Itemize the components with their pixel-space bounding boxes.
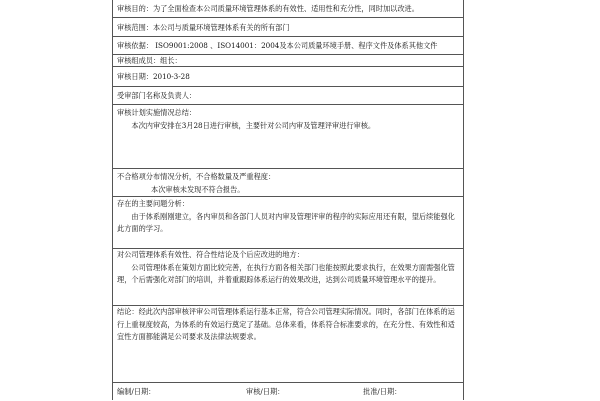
nonconformity-text: 本次审核未发现不符合报告。 xyxy=(151,184,245,194)
problems-heading: 存在的主要问题分析： xyxy=(117,199,189,208)
conclusion-text: 结论：经此次内部审核评审公司管理体系运行基本正常，符合公司管理实际情况。同时，各部门在体系的运行上重视度较高，为体系的有效运行奠定了基础。总体来看，体系符合标准要求的，在充分性、有效性和适宜性方面都能满足公司要求及法律法规要求。 xyxy=(117,307,455,341)
audit-purpose: 审核目的：为了全面检查本公司质量环境管理体系的有效性、适用性和充分性，同时加以改进。 xyxy=(117,4,419,13)
nonconformity-section xyxy=(113,168,463,196)
audited-departments: 受审部门名称及负责人： xyxy=(117,91,197,100)
plan-summary-section xyxy=(113,104,463,168)
audit-team: 审核组成员：组长： xyxy=(117,56,182,65)
audit-basis-row xyxy=(113,36,463,54)
plan-summary-heading: 审核计划实施情况总结： xyxy=(117,108,197,117)
effectiveness-text: 公司管理体系在策划方面比较完善，在执行方面各相关部门也能按照此要求执行，在效果方面需强化管理，个后需强化对部门的培训，并着重跟踪体系运行的效果改进，达到公司质量环境管理水平的提升。 xyxy=(117,262,455,284)
reviewed-by-date: 审核/日期： xyxy=(246,387,285,396)
conclusion-section xyxy=(113,305,463,382)
audited-departments-row xyxy=(113,86,463,104)
audit-basis: 审核依据： ISO9001:2008 、ISO14001：2004及本公司质量环境手册、程序文件及体系其他文件 xyxy=(117,41,438,50)
nonconformity-heading: 不合格项分布情况分析，不合格数量及严重程度： xyxy=(117,172,276,181)
audit-date-row xyxy=(113,66,463,86)
audit-scope: 审核范围：本公司与质量环境管理体系有关的所有部门 xyxy=(117,23,290,32)
effectiveness-section xyxy=(113,248,463,305)
approved-by-date: 批准/日期： xyxy=(363,387,402,396)
audit-report-form xyxy=(112,0,464,400)
problems-text: 由于体系刚刚建立，各内审员和各部门人员对内审及管理评审的程序的实际应用还有限，望后续能强化此方面的学习。 xyxy=(117,211,455,233)
audit-scope-row xyxy=(113,17,463,36)
audit-purpose-row xyxy=(113,0,463,17)
problems-section xyxy=(113,196,463,248)
audit-team-row xyxy=(113,54,463,66)
plan-summary-text: 本次内审安排在3月28日进行审核，主要针对公司内审及管理评审进行审核。 xyxy=(131,120,376,130)
audit-date: 审核日期：2010-3-28 xyxy=(117,72,190,81)
signature-row xyxy=(113,382,463,401)
effectiveness-heading: 对公司管理体系有效性、符合性结论及个后应改进的地方： xyxy=(117,250,304,259)
prepared-by-date: 编制/日期： xyxy=(117,387,156,396)
